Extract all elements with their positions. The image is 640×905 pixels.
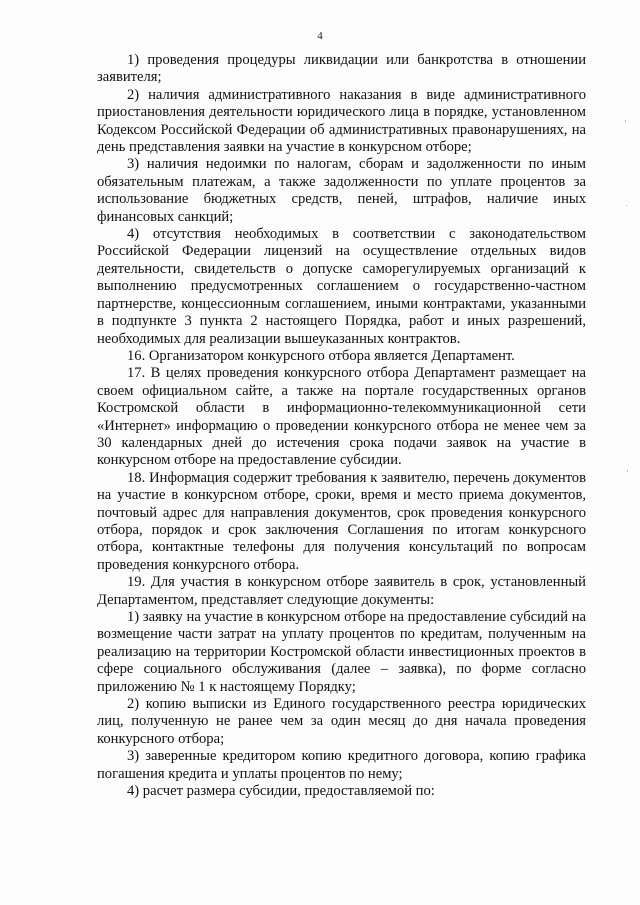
document-body	[97, 52, 586, 800]
scan-margin-mark	[627, 470, 628, 472]
paragraph-clause-19: 19. Для участия в конкурсном отборе заявитель в срок, установленный Департаментом, представляет следующие документы:	[97, 574, 586, 608]
paragraph-disqualifier-4: 4) отсутствия необходимых в соответствии с законодательством Российской Федерации лицензий на осуществление отдельных видов деятельности, свидетельств о допуске саморегулируемых организаций к выполнению предусмотренных соглашением о государственно-частном партнерстве, концессионным соглашением, иными контрактами, указанными в подпункте 3 пункта 2 настоящего Порядка, работ и иных разрешений, необходимых для реализации вышеуказанных контрактов.	[97, 226, 586, 347]
paragraph-clause-17: 17. В целях проведения конкурсного отбора Департамент размещает на своем официальном сайте, а также на портале государственных органов Костромской области в информационно-телекоммуникационной сети «Интернет» информацию о проведении конкурсного отбора не менее чем за 30 календарных дней до истечения срока подачи заявок на участие в конкурсном отборе на предоставление субсидии.	[97, 365, 586, 469]
scan-margin-mark	[625, 120, 626, 122]
paragraph-disqualifier-3: 3) наличия недоимки по налогам, сборам и задолженности по иным обязательным платежам, а также задолженности по уплате процентов за использование бюджетных средств, пеней, штрафов, наличие иных финансовых санкций;	[97, 156, 586, 225]
paragraph-document-2: 2) копию выписки из Единого государственного реестра юридических лиц, полученную не ранее чем за один месяц до дня начала проведения конкурсного отбора;	[97, 696, 586, 747]
scan-margin-mark	[626, 205, 627, 206]
paragraph-document-1: 1) заявку на участие в конкурсном отборе на предоставление субсидий на возмещение части затрат на уплату процентов по кредитам, полученным на реализацию на территории Костромской области инвестиционных проектов в сфере социального обслуживания (далее – заявка), по форме согласно приложению № 1 к настоящему Порядку;	[97, 609, 586, 695]
paragraph-disqualifier-1: 1) проведения процедуры ликвидации или банкротства в отношении заявителя;	[97, 52, 586, 86]
page-number: 4	[317, 30, 323, 42]
paragraph-disqualifier-2: 2) наличия административного наказания в виде административного приостановления деятельности юридического лица в порядке, установленном Кодексом Российской Федерации об административных правонарушениях, на день представления заявки на участие в конкурсном отборе;	[97, 86, 586, 156]
paragraph-document-4: 4) расчет размера субсидии, предоставляемой по:	[127, 783, 435, 800]
paragraph-clause-16: 16. Организатором конкурсного отбора является Департамент.	[127, 347, 515, 364]
paragraph-clause-18: 18. Информация содержит требования к заявителю, перечень документов на участие в конкурсном отборе, сроки, время и место приема документов, почтовый адрес для направления документов, срок проведения конкурсного отбора, порядок и срок заключения Соглашения по итогам конкурсного отбора, контактные телефоны для получения консультаций по вопросам проведения конкурсного отбора.	[97, 469, 586, 573]
paragraph-document-3: 3) заверенные кредитором копию кредитного договора, копию графика погашения кредита и уплаты процентов по нему;	[97, 748, 586, 782]
